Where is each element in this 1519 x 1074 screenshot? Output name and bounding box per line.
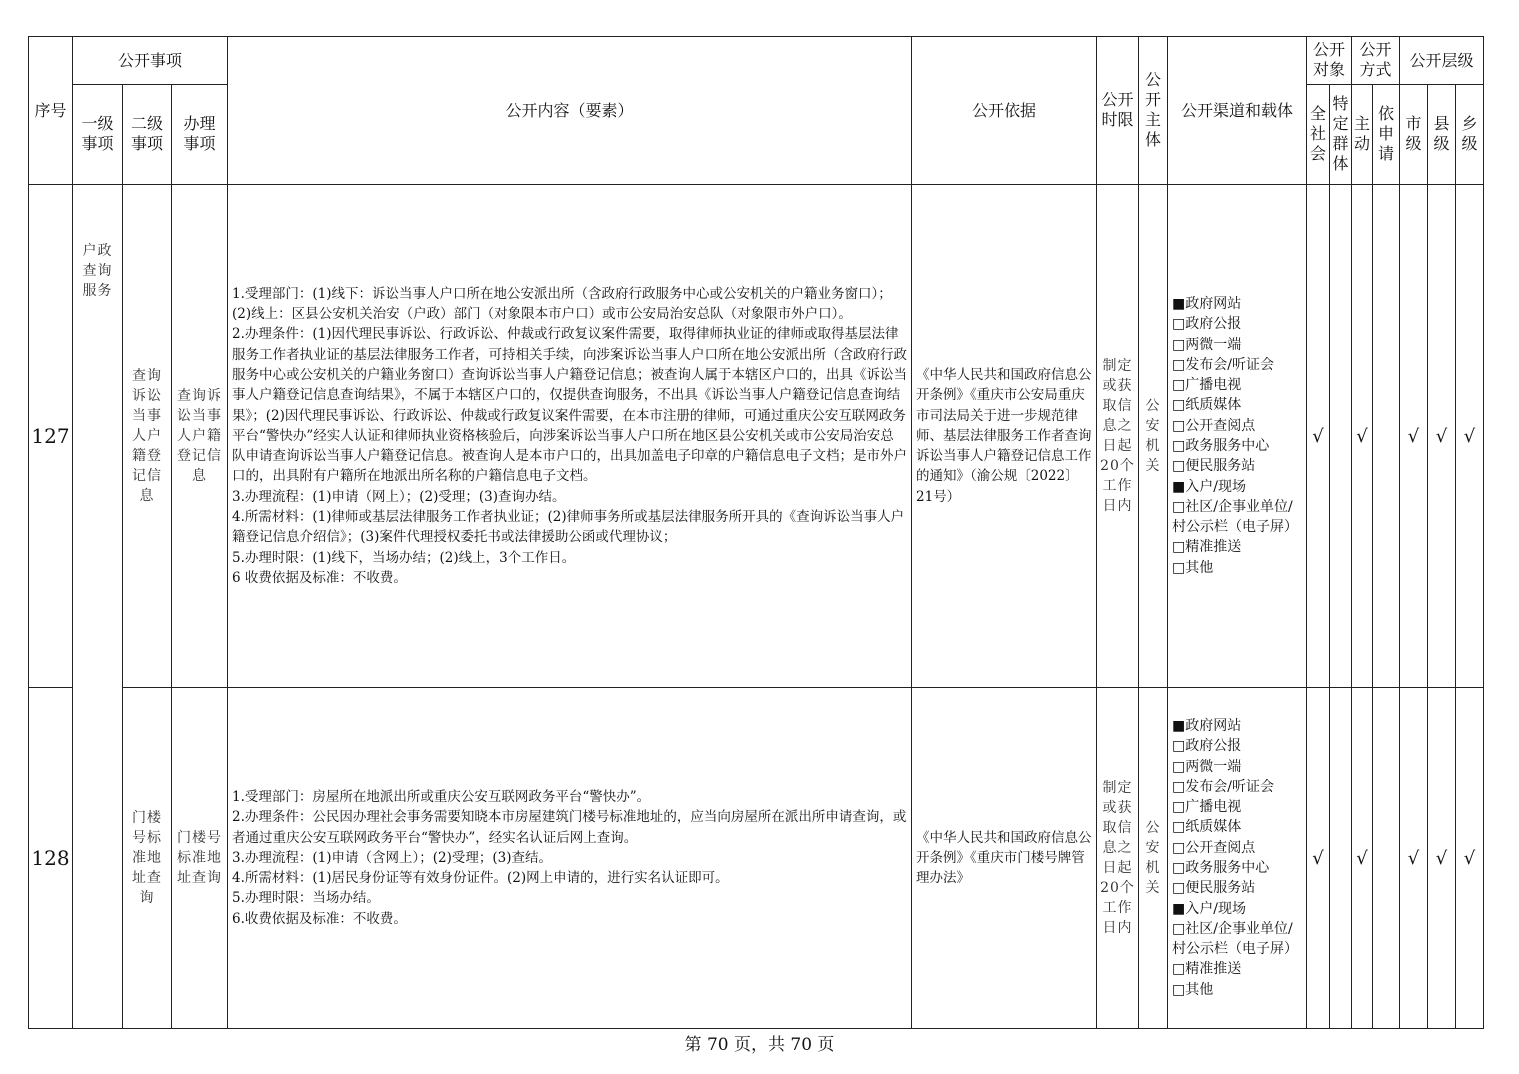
channel-item: □便民服务站 <box>1172 880 1256 897</box>
cell-text-line: 主 <box>1144 110 1161 129</box>
cell-text-line: 市 <box>1405 114 1422 133</box>
header-method-active <box>1352 85 1373 185</box>
cell-text-line: 工作 <box>1102 478 1133 494</box>
cell-text-line: 对象 <box>1313 60 1346 79</box>
cell-text-line: 人户 <box>132 428 162 444</box>
channel-item: □公开查阅点 <box>1172 417 1256 434</box>
cell-text-line: 门楼 <box>132 810 162 826</box>
level-county-tick: √ <box>1428 185 1456 688</box>
cell-text-line: 一级 <box>81 114 114 133</box>
header-seq: 序号 <box>29 37 73 185</box>
cell-text-line: 号标 <box>132 830 162 846</box>
level2-cell <box>123 688 172 1029</box>
level-county-tick: √ <box>1428 688 1456 1029</box>
method-active-tick: √ <box>1352 185 1373 688</box>
channel-item: □政务服务中心 <box>1172 438 1270 454</box>
header-subject <box>1139 37 1168 185</box>
cell-text-line: 20个 <box>1100 880 1135 896</box>
cell-text-line: 级 <box>1461 134 1478 153</box>
cell-text-line: 社 <box>1309 124 1326 143</box>
cell-text-line: 体 <box>1332 154 1349 173</box>
object-specific-tick <box>1330 688 1352 1029</box>
cell-text-line: 20个 <box>1100 458 1135 474</box>
channel-item: □纸质媒体 <box>1172 819 1242 836</box>
cell-text-line: 公 <box>1144 70 1161 89</box>
cell-text-line: 级 <box>1433 134 1450 153</box>
cell-text-line: 日内 <box>1102 920 1133 936</box>
content-line: 4.所需材料：(1)居民身份证等有效身份证件。(2)网上申请的，进行实名认证即可。 <box>232 870 729 887</box>
time-cell <box>1097 688 1139 1029</box>
cell-text-line: 机 <box>1145 438 1161 454</box>
content-cell <box>228 185 912 688</box>
cell-text-line: 或获 <box>1102 378 1133 394</box>
channel-item: □两微一端 <box>1172 336 1242 353</box>
level1-cell <box>73 185 123 1029</box>
content-line: 1.受理部门：房屋所在地派出所或重庆公安互联网政务平台“警快办”。 <box>232 788 651 805</box>
channel-item: □政府公报 <box>1172 316 1242 333</box>
header-object-specific <box>1330 85 1352 185</box>
cell-text-line: 询 <box>139 890 155 906</box>
row-seq: 127 <box>29 185 73 688</box>
channel-item: □精准推送 <box>1172 539 1242 556</box>
header-level: 公开层级 <box>1400 37 1484 85</box>
cell-text-line: 乡 <box>1461 114 1478 133</box>
content-line: 2.办理条件：(1)因代理民事诉讼、行政诉讼、仲裁或行政复议案件需要，取得律师执业证的律师或取得基层法律服务工作者执业证的基层法律服务工作者，可持相关手续，向涉案诉讼当事人户口所在地公安派出所（含政府行政服务中心或公安机关的户籍业务窗口）查询诉讼当事人户籍登记信息；被查询人属于本辖区户口的，出具《诉讼当事人户籍登记信息查询结果》，不属于本辖区户口的，仅提供查询服务，不出具《诉讼当事人户籍登记信息查询结果》；(2)因代理民事诉讼、行政诉讼、仲裁或行政复议案件需要，在本市注册的律师，可通过重庆公安互联网政务平台“警快办”经实人认证和律师执业资格核验后，向涉案诉讼当事人户口所在地区县公安机关或市公安局治安总队申请查询诉讼当事人户籍登记信息。被查询人是本市户口的，出具加盖电子印章的户籍信息电子文档；是市外户口的，出具附有户籍所在地派出所名称的户籍信息电子文档。 <box>232 326 907 485</box>
channels-cell <box>1168 688 1307 1029</box>
cell-text-line: 制定 <box>1102 358 1133 374</box>
row-seq: 128 <box>29 688 73 1029</box>
time-cell <box>1097 185 1139 688</box>
cell-text-line: 人户籍 <box>177 428 222 444</box>
method-request-tick <box>1373 688 1400 1029</box>
cell-text-line: 息之 <box>1102 840 1133 856</box>
cell-text-line: 制定 <box>1102 780 1133 796</box>
cell-text-line: 服务 <box>82 283 113 299</box>
disclosure-table <box>28 36 1484 1029</box>
cell-text-line: 准地 <box>132 850 162 866</box>
table-row <box>29 688 1484 1029</box>
cell-text-line: 申 <box>1378 124 1395 143</box>
cell-text-line: 动 <box>1354 134 1371 153</box>
channel-item: ■政府网站 <box>1172 717 1242 734</box>
channel-item: □纸质媒体 <box>1172 397 1242 414</box>
content-line: 6.收费依据及标准：不收费。 <box>232 910 407 927</box>
header-channels: 公开渠道和载体 <box>1168 37 1307 185</box>
cell-text-line: 定 <box>1332 114 1349 133</box>
cell-text-line: 级 <box>1405 134 1422 153</box>
channel-item: □政府公报 <box>1172 738 1242 755</box>
cell-text-line: 事项 <box>130 134 163 153</box>
header-method <box>1352 37 1400 85</box>
cell-text-line: 依 <box>1378 104 1395 123</box>
cell-text-line: 公开 <box>1313 40 1346 59</box>
cell-text-line: 记信 <box>132 468 162 484</box>
table-row <box>29 185 1484 688</box>
content-line: 6 收费依据及标准：不收费。 <box>232 569 407 586</box>
cell-text-line: 门楼号 <box>177 830 222 846</box>
content-line: 5.办理时限：当场办结。 <box>232 890 380 907</box>
cell-text-line: 县 <box>1433 114 1450 133</box>
header-level-city <box>1400 85 1428 185</box>
channel-item: □其他 <box>1172 559 1214 576</box>
header-content: 公开内容（要素） <box>228 37 912 185</box>
cell-text-line: 息 <box>139 488 155 504</box>
content-line: 5.办理时限：(1)线下，当场办结；(2)线上，3个工作日。 <box>232 549 576 566</box>
channel-item: □发布会/听证会 <box>1172 778 1274 795</box>
channel-item: □社区/企事业单位/村公示栏（电子屏） <box>1172 920 1298 958</box>
cell-text-line: 开 <box>1144 90 1161 109</box>
cell-text-line: 诉讼 <box>132 388 162 404</box>
cell-text-line: 日内 <box>1102 498 1133 514</box>
channels-cell <box>1168 185 1307 688</box>
level-town-tick: √ <box>1456 185 1484 688</box>
cell-text-line: 标准地 <box>177 850 222 866</box>
header-basis: 公开依据 <box>912 37 1097 185</box>
header-level-county <box>1428 85 1456 185</box>
level-town-tick: √ <box>1456 688 1484 1029</box>
cell-text-line: 事项 <box>183 134 216 153</box>
channel-item: ■入户/现场 <box>1172 900 1246 917</box>
channel-item: □两微一端 <box>1172 758 1242 775</box>
channel-item: ■政府网站 <box>1172 295 1242 312</box>
header-level2 <box>123 85 172 185</box>
object-all-tick: √ <box>1307 185 1330 688</box>
cell-text-line: 登记信 <box>177 448 222 464</box>
object-all-tick: √ <box>1307 688 1330 1029</box>
channel-item: □便民服务站 <box>1172 458 1256 475</box>
content-cell <box>228 688 912 1029</box>
cell-text-line: 工作 <box>1102 900 1133 916</box>
channel-item: □公开查阅点 <box>1172 839 1256 856</box>
cell-text-line: 会 <box>1309 144 1326 163</box>
cell-text-line: 二级 <box>130 114 163 133</box>
header-method-request <box>1373 85 1400 185</box>
method-request-tick <box>1373 185 1400 688</box>
cell-text-line: 特 <box>1332 94 1349 113</box>
channel-item: □社区/企事业单位/村公示栏（电子屏） <box>1172 498 1298 536</box>
header-matters: 公开事项 <box>73 37 228 85</box>
cell-text-line: 址查询 <box>177 870 222 886</box>
basis-cell: 《中华人民共和国政府信息公开条例》《重庆市门楼号牌管理办法》 <box>912 688 1097 1029</box>
cell-text-line: 公 <box>1145 398 1161 414</box>
channel-item: ■入户/现场 <box>1172 478 1246 495</box>
cell-text-line: 方式 <box>1359 60 1392 79</box>
channel-item: □精准推送 <box>1172 961 1242 978</box>
cell-text-line: 全 <box>1309 104 1326 123</box>
cell-text-line: 安 <box>1145 418 1161 434</box>
object-specific-tick <box>1330 185 1352 688</box>
cell-text-line: 体 <box>1144 130 1161 149</box>
cell-text-line: 主 <box>1354 114 1371 133</box>
content-line: 3.办理流程：(1)申请（网上）；(2)受理；(3)查询办结。 <box>232 488 566 505</box>
cell-text-line: 关 <box>1145 458 1161 474</box>
cell-text-line: 日起 <box>1102 438 1133 454</box>
cell-text-line: 取信 <box>1102 398 1133 414</box>
subject-cell <box>1139 688 1168 1029</box>
cell-text-line: 查询诉 <box>177 388 222 404</box>
handle-cell <box>172 185 228 688</box>
content-line: 3.办理流程：(1)申请（含网上）；(2)受理；(3)查结。 <box>232 849 552 866</box>
subject-cell <box>1139 185 1168 688</box>
header-object-all <box>1307 85 1330 185</box>
level-city-tick: √ <box>1400 185 1428 688</box>
header-level1 <box>73 85 123 185</box>
cell-text-line: 查询 <box>132 368 162 384</box>
content-line: 1.受理部门：(1)线下：诉讼当事人户口所在地公安派出所（含政府行政服务中心或公安机关的户籍业务窗口）；(2)线上：区县公安机关治安（户政）部门（对象限本市户口）或市公安局治安总队（对象限市外户口）。 <box>232 285 892 323</box>
cell-text-line: 办理 <box>183 114 216 133</box>
page-footer: 第 70 页，共 70 页 <box>684 1035 835 1055</box>
cell-text-line: 安 <box>1145 840 1161 856</box>
channel-item: □发布会/听证会 <box>1172 356 1274 373</box>
cell-text-line: 户政 <box>82 243 113 259</box>
channel-item: □广播电视 <box>1172 377 1242 394</box>
header-time <box>1097 37 1139 185</box>
cell-text-line: 公开 <box>1359 40 1392 59</box>
method-active-tick: √ <box>1352 688 1373 1029</box>
channel-item: □广播电视 <box>1172 799 1242 816</box>
level-city-tick: √ <box>1400 688 1428 1029</box>
header-object <box>1307 37 1352 85</box>
cell-text-line: 或获 <box>1102 800 1133 816</box>
cell-text-line: 查询 <box>82 263 113 279</box>
content-line: 4.所需材料：(1)律师或基层法律服务工作者执业证；(2)律师事务所或基层法律服务所开具的《查询诉讼当事人户籍登记信息介绍信》；(3)案件代理授权委托书或法律援助公函或代理协议； <box>232 509 905 546</box>
header-handle <box>172 85 228 185</box>
cell-text-line: 关 <box>1145 880 1161 896</box>
cell-text-line: 时限 <box>1101 110 1134 129</box>
cell-text-line: 息 <box>192 468 207 484</box>
handle-cell <box>172 688 228 1029</box>
level2-cell <box>123 185 172 688</box>
cell-text-line: 取信 <box>1102 820 1133 836</box>
cell-text-line: 公开 <box>1101 90 1134 109</box>
content-line: 2.办理条件：公民因办理社会事务需要知晓本市房屋建筑门楼号标准地址的，应当向房屋所在派出所申请查询，或者通过重庆公安互联网政务平台“警快办”，经实名认证后网上查询。 <box>232 809 907 846</box>
cell-text-line: 日起 <box>1102 860 1133 876</box>
cell-text-line: 讼当事 <box>177 408 222 424</box>
cell-text-line: 请 <box>1378 144 1395 163</box>
cell-text-line: 群 <box>1332 134 1349 153</box>
cell-text-line: 息之 <box>1102 418 1133 434</box>
cell-text-line: 籍登 <box>132 448 162 464</box>
cell-text-line: 址查 <box>132 870 162 886</box>
channel-item: □其他 <box>1172 981 1214 998</box>
cell-text-line: 当事 <box>132 408 162 424</box>
channel-item: □政务服务中心 <box>1172 860 1270 876</box>
basis-cell: 《中华人民共和国政府信息公开条例》《重庆市公安局重庆市司法局关于进一步规范律师、基层法律服务工作者查询诉讼当事人户籍登记信息工作的通知》（渝公规〔2022〕21号） <box>912 185 1097 688</box>
cell-text-line: 公 <box>1145 820 1161 836</box>
cell-text-line: 机 <box>1145 860 1161 876</box>
header-level-town <box>1456 85 1484 185</box>
cell-text-line: 事项 <box>81 134 114 153</box>
